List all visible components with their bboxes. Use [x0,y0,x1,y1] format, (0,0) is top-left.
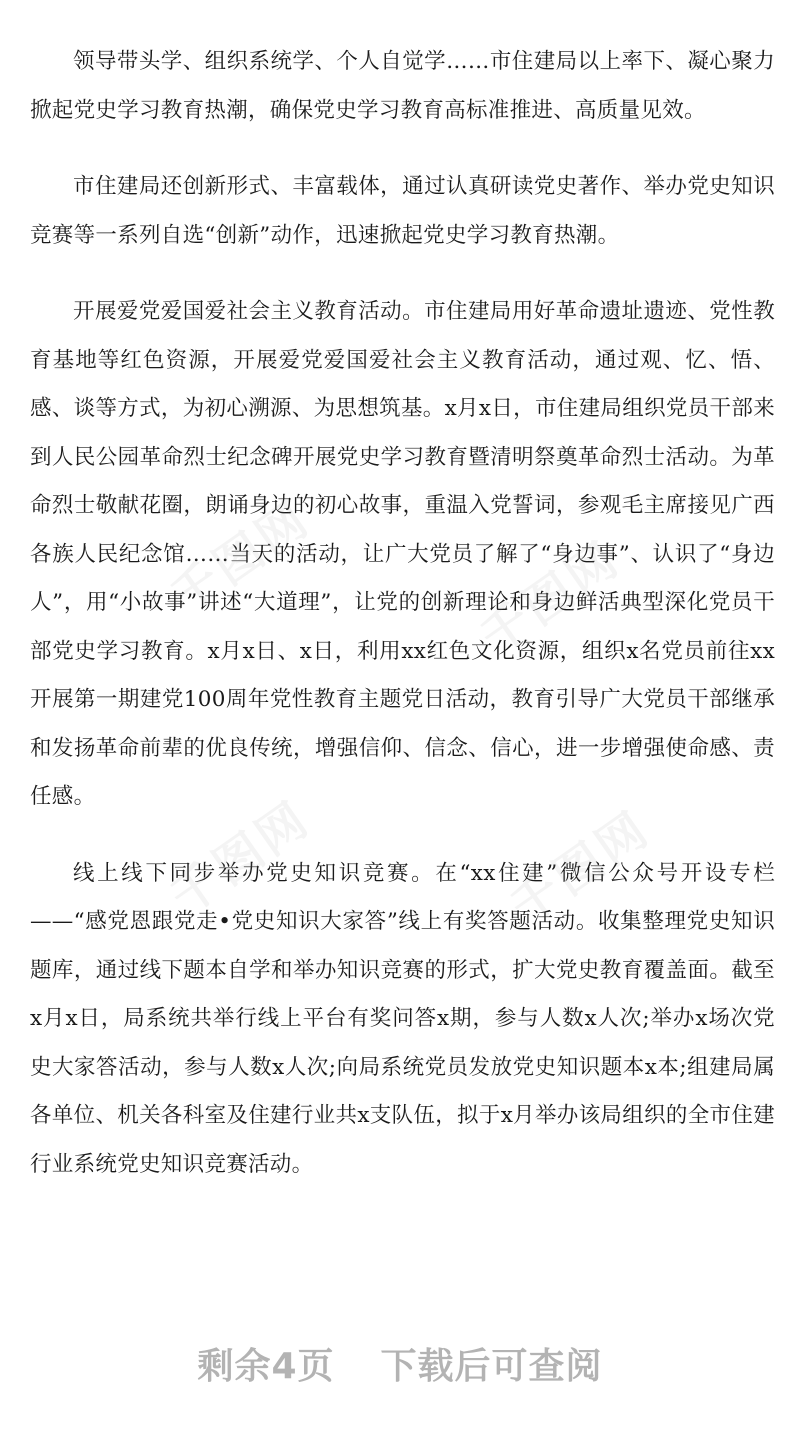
watermark: 千图网 [160,790,321,926]
paragraph-patriotic-education: 开展爱党爱国爱社会主义教育活动。市住建局用好革命遗址遗迹、党性教育基地等红色资源，开展爱党爱国爱社会主义教育活动，通过观、忆、悟、感、谈等方式，为初心溯源、为思想筑基。x月x日，市住建局组织党员干部来到人民公园革命烈士纪念碑开展党史学习教育暨清明祭奠革命烈士活动。为革命烈士敬献花圈，朗诵身边的初心故事，重温入党誓词，参观毛主席接见广西各族人民纪念馆……当天的活动，让广大党员了解了“身边事”、认识了“身边人”，用“小故事”讲述“大道理”，让党的创新理论和身边鲜活典型深化党员干部党史学习教育。x月x日、x日，利用xx红色文化资源，组织x名党员前往xx开展第一期建党100周年党性教育主题党日活动，教育引导广大党员干部继承和发扬革命前辈的优良传统，增强信仰、信念、信心，进一步增强使命感、责任感。 [30,299,775,809]
watermark: 千图网 [470,530,631,666]
watermark: 千图网 [160,490,321,626]
paragraph-innovation: 市住建局还创新形式、丰富载体，通过认真研读党史著作、举办党史知识竞赛等一系列自选“创新”动作，迅速掀起党史学习教育热潮。 [30,174,775,248]
download-to-view-text: 下载后可查阅 [380,1346,603,1387]
paragraph-study-overview: 领导带头学、组织系统学、个人自觉学……市住建局以上率下、凝心聚力掀起党史学习教育热潮，确保党史学习教育高标准推进、高质量见效。 [30,49,775,123]
watermark: 千图网 [500,800,661,936]
download-prompt-banner[interactable] [0,1338,800,1389]
paragraph-knowledge-contest: 线上线下同步举办党史知识竞赛。在“xx住建”微信公众号开设专栏——“感党恩跟党走•党史知识大家答”线上有奖答题活动。收集整理党史知识题库，通过线下题本自学和举办知识竞赛的形式，扩大党史教育覆盖面。截至x月x日，局系统共举行线上平台有奖问答x期，参与人数x人次;举办x场次党史大家答活动，参与人数x人次;向局系统党员发放党史知识题本x本;组建局属各单位、机关各科室及住建行业共x支队伍，拟于x月举办该局组织的全市住建行业系统党史知识竞赛活动。 [30,860,775,1177]
remaining-pages-text: 剩余4页 [197,1346,335,1387]
document-body [30,38,775,1217]
